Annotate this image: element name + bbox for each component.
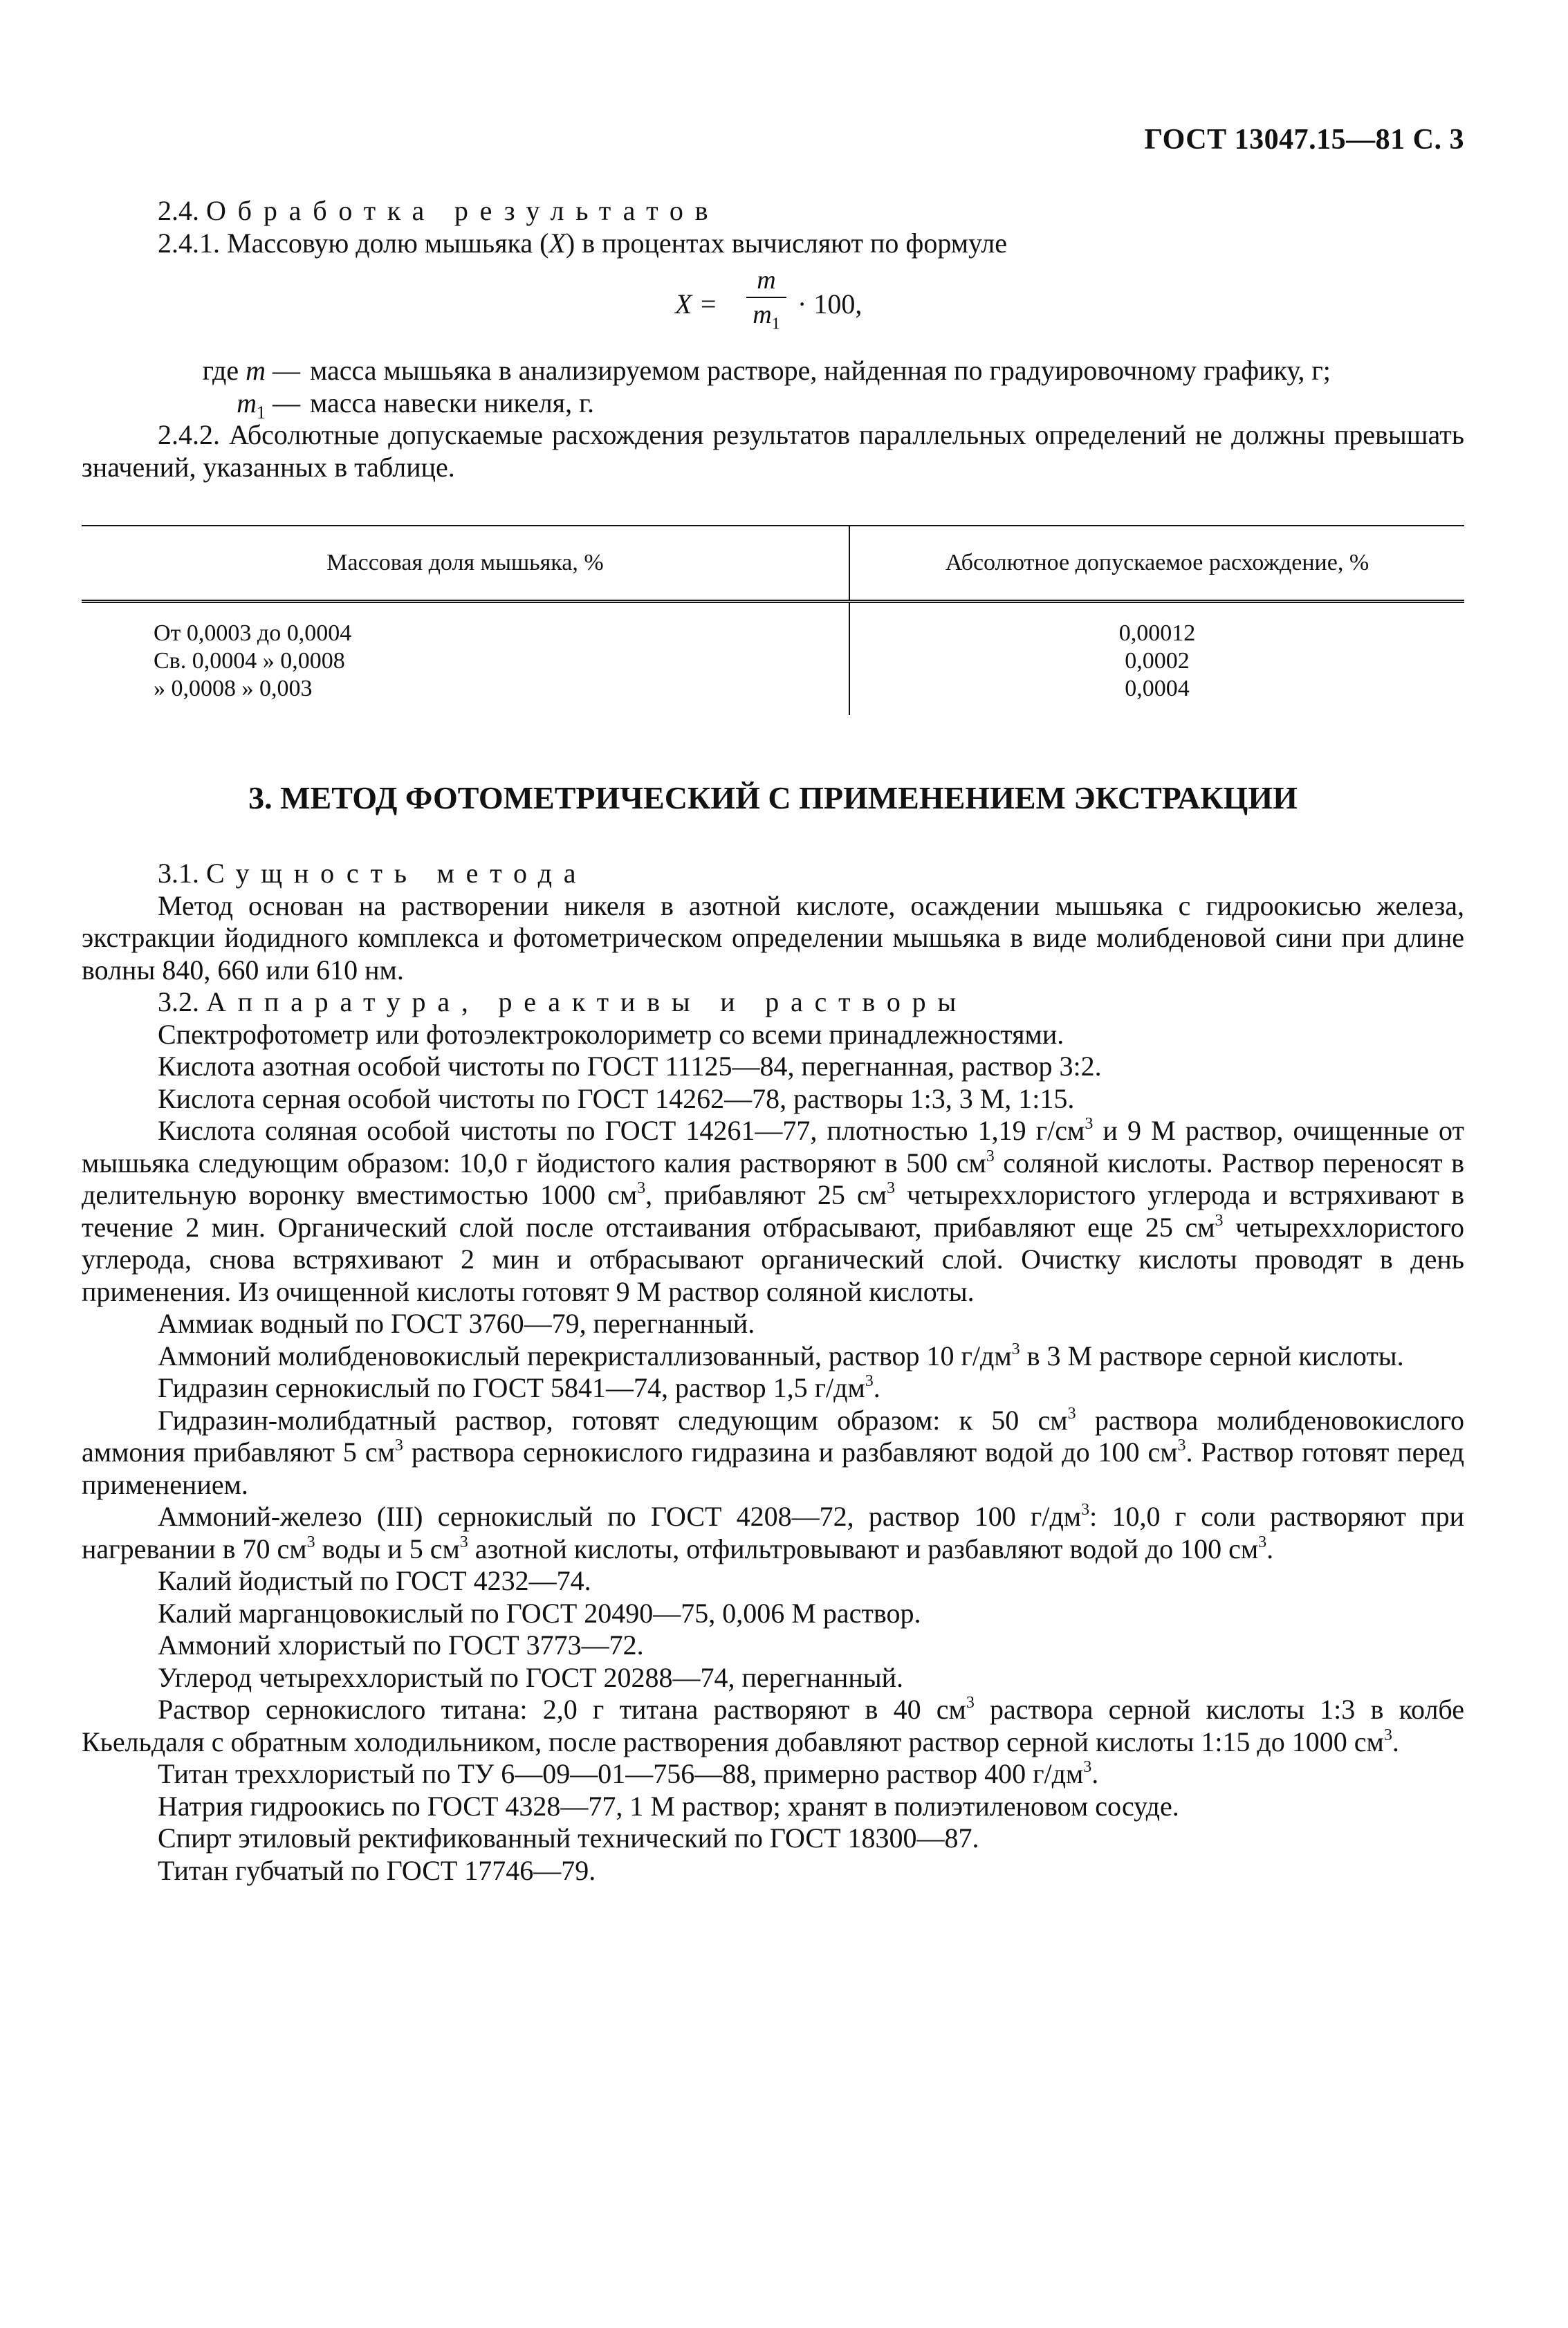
section-3-1-number: 3.1. (158, 858, 199, 889)
reagent-ai-part-a: Аммоний-железо (III) сернокислый по ГОСТ 4208—72, раствор 100 г/дм (158, 1501, 1082, 1532)
reagent-sulfuric-acid: Кислота серная особой чистоты по ГОСТ 14262—78, растворы 1:3, 3 М, 1:15. (158, 1082, 1075, 1114)
formula-lhs: X = (675, 288, 718, 320)
paragraph-2-4-1 (82, 228, 1464, 260)
superscript-3: 3 (865, 1372, 874, 1390)
page-content (82, 195, 1464, 1887)
where-desc-1: масса мышьяка в анализируемом растворе, найденная по градуировочному графику, г; (310, 355, 1331, 386)
tolerance-1: 0,00012 (1118, 620, 1196, 646)
reagent-tt-part-b: . (1091, 1758, 1099, 1789)
paragraph-2-4-1-text-end: ) в процентах вычисляют по формуле (565, 227, 1007, 259)
superscript-3: 3 (1383, 1726, 1392, 1744)
formula-denominator (742, 301, 791, 338)
section-3-1-title: Сущность метода (206, 858, 588, 889)
reagent-hcl-part-a: Кислота соляная особой чистоты по ГОСТ 14261—77, плотностью 1,19 г/см (158, 1115, 1085, 1146)
superscript-3: 3 (986, 1147, 995, 1165)
where-term-1 (82, 355, 300, 387)
reagent-hydrazine-molybdate (82, 1405, 1464, 1502)
superscript-3: 3 (1215, 1211, 1224, 1230)
where-var-2 (237, 387, 266, 423)
reagent-hm-part-a: Гидразин-молибдатный раствор, готовят следующим образом: к 50 см (158, 1404, 1068, 1436)
superscript-3: 3 (637, 1179, 646, 1197)
reagent-titanium-sulfate (82, 1694, 1464, 1758)
tolerance-table (82, 525, 1464, 715)
reagent-ammonium-iron-sulfate (82, 1501, 1464, 1565)
paragraph-2-4-1-text: 2.4.1. Массовую долю мышьяка ( (158, 227, 549, 259)
where-var-2-sub: 1 (257, 402, 266, 423)
section-3-2-heading (82, 986, 1464, 1019)
formula-denominator-sub: 1 (771, 315, 780, 333)
where-item-2 (82, 387, 1464, 423)
page-header: ГОСТ 13047.15—81 С. 3 (1144, 124, 1464, 156)
reagent-ammonia: Аммиак водный по ГОСТ 3760—79, перегнанный. (158, 1308, 755, 1339)
reagent-molybdate-part-b: в 3 М растворе серной кислоты. (1020, 1340, 1404, 1371)
where-term-2 (82, 387, 300, 429)
paragraph-3-1: Метод основан на растворении никеля в азотной кислоте, осаждении мышьяка с гидроокисью железа, экстракции йодидного комплекса и фотометрическом определении мышьяка в виде молибденовой сини при длине волны 840, 660 или 610 нм. (82, 889, 1464, 986)
superscript-3: 3 (1011, 1340, 1020, 1358)
fraction-bar (746, 297, 786, 298)
reagent-hydrazine-sulfate (82, 1372, 1464, 1405)
where-dash-2: — (273, 387, 300, 418)
reagent-hm-part-d: . Раствор готовят перед применением. (82, 1436, 1464, 1500)
reagent-hcl-part-c: соляной кислоты. Раствор переносят в делительную воронку вместимостью 1000 см (82, 1147, 1465, 1210)
superscript-3: 3 (1067, 1404, 1076, 1423)
reagent-ai-part-b: : 10,0 г соли растворяют при нагревании в 70 см (82, 1501, 1464, 1564)
table-cell-ranges (82, 602, 849, 716)
range-1: От 0,0003 до 0,0004 (154, 620, 352, 646)
reagent-hcl-part-d: , прибавляют 25 см (645, 1179, 887, 1210)
reagent-hcl-part-e: четыреххлористого углерода и встряхивают в течение 2 мин. Органический слой после отстаивания отбрасывают, прибавляют еще 25 см (82, 1179, 1464, 1243)
reagent-hcl-part-b: и 9 М раствор, очищенные от мышьяка следующим образом: 10,0 г йодистого калия растворяют в 500 см (82, 1115, 1465, 1179)
superscript-3: 3 (1085, 1115, 1094, 1133)
reagent-spectrophotometer: Спектрофотометр или фотоэлектроколориметр со всеми принадлежностями. (158, 1018, 1064, 1050)
superscript-3: 3 (966, 1694, 975, 1712)
variable-x: X (548, 227, 566, 259)
where-var-2-letter: m (237, 387, 257, 418)
reagent-molybdate-part-a: Аммоний молибденовокислый перекристаллизованный, раствор 10 г/дм (158, 1340, 1012, 1371)
superscript-3: 3 (459, 1533, 468, 1551)
reagent-carbon-tetrachloride: Углерод четыреххлористый по ГОСТ 20288—74, перегнанный. (158, 1661, 904, 1693)
superscript-3: 3 (1177, 1436, 1186, 1454)
superscript-3: 3 (394, 1436, 403, 1454)
table-header-mass-fraction: Массовая доля мышьяка, % (82, 526, 849, 602)
reagent-ammonium-chloride: Аммоний хлористый по ГОСТ 3773—72. (158, 1629, 644, 1661)
reagent-potassium-iodide: Калий йодистый по ГОСТ 4232—74. (158, 1565, 591, 1596)
paragraph-2-4-2: 2.4.2. Абсолютные допускаемые расхождения результатов параллельных определений не должны превышать значений, указанных в таблице. (82, 419, 1464, 483)
reagent-ai-part-c: воды и 5 см (315, 1533, 460, 1564)
superscript-3: 3 (1083, 1758, 1092, 1776)
reagent-ai-part-d: азотной кислоты, отфильтровывают и разбавляют водой до 100 см (468, 1533, 1259, 1564)
reagent-tt-part-a: Титан треххлористый по ТУ 6—09—01—756—88, примерно раствор 400 г/дм (158, 1758, 1084, 1789)
where-item-1 (82, 355, 1464, 387)
reagent-nitric-acid: Кислота азотная особой чистоты по ГОСТ 11125—84, перегнанная, раствор 3:2. (158, 1051, 1102, 1082)
reagent-ai-part-e: . (1266, 1533, 1274, 1564)
section-3-title: 3. МЕТОД ФОТОМЕТРИЧЕСКИЙ С ПРИМЕНЕНИЕМ ЭКСТРАКЦИИ (248, 780, 1298, 815)
table-header-row (82, 526, 1464, 602)
section-3-2-number: 3.2. (158, 986, 199, 1017)
reagent-titanium-trichloride (82, 1758, 1464, 1791)
reagent-potassium-permanganate: Калий марганцовокислый по ГОСТ 20490—75, 0,006 М раствор. (158, 1597, 921, 1629)
formula (82, 259, 1464, 355)
reagent-hydrochloric-acid (82, 1115, 1464, 1308)
tolerance-2: 0,0002 (1125, 648, 1190, 674)
superscript-3: 3 (1258, 1533, 1267, 1551)
section-3-1-heading (82, 858, 1464, 890)
formula-denominator-var: m (753, 300, 772, 329)
reagent-ts-part-a: Раствор сернокислого титана: 2,0 г титана растворяют в 40 см (158, 1694, 966, 1725)
reagent-ts-part-c: . (1392, 1726, 1399, 1757)
section-2-4-heading (82, 195, 1464, 228)
table-cell-tolerances (849, 602, 1464, 716)
reagent-ammonium-molybdate (82, 1340, 1464, 1373)
section-2-4-number: 2.4. (158, 195, 199, 226)
where-dash-1: — (273, 355, 300, 386)
reagent-sponge-titanium: Титан губчатый по ГОСТ 17746—79. (158, 1854, 596, 1886)
formula-fraction (742, 266, 791, 338)
superscript-3: 3 (306, 1533, 315, 1551)
formula-rhs: · 100, (797, 288, 863, 320)
reagent-hydrazine-part-a: Гидразин сернокислый по ГОСТ 5841—74, раствор 1,5 г/дм (158, 1372, 865, 1403)
reagent-hm-part-b: раствора молибденовокислого аммония прибавляют 5 см (82, 1404, 1465, 1468)
superscript-3: 3 (887, 1179, 896, 1197)
tolerance-3: 0,0004 (1125, 676, 1190, 701)
formula-numerator: m (757, 266, 776, 295)
table-header-tolerance: Абсолютное допускаемое расхождение, % (849, 526, 1464, 602)
reagent-hm-part-c: раствора сернокислого гидразина и разбавляют водой до 100 см (403, 1436, 1178, 1468)
reagent-ethyl-alcohol: Спирт этиловый ректификованный технический по ГОСТ 18300—87. (158, 1822, 979, 1854)
reagent-sodium-hydroxide: Натрия гидроокись по ГОСТ 4328—77, 1 М раствор; хранят в полиэтиленовом сосуде. (158, 1790, 1179, 1822)
section-2-4-title: Обработка результатов (206, 195, 720, 226)
table-row (82, 602, 1464, 716)
where-prefix: где (202, 355, 239, 386)
range-2: Св. 0,0004 » 0,0008 (154, 648, 345, 674)
range-3: » 0,0008 » 0,003 (154, 676, 313, 701)
reagent-ts-part-b: раствора серной кислоты 1:3 в колбе Кьельдаля с обратным холодильником, после растворения добавляют раствор серной кислоты 1:15 до 1000 см (82, 1694, 1464, 1757)
where-var-1: m (246, 355, 266, 386)
reagent-hydrazine-part-b: . (873, 1372, 880, 1403)
section-3-2-title: Аппаратура, реактивы и растворы (206, 986, 968, 1017)
where-desc-2: масса навески никеля, г. (310, 387, 594, 418)
superscript-3: 3 (1081, 1501, 1090, 1519)
reagent-hcl-part-f: четыреххлористого углерода, снова встряхивают 2 мин и отбрасывают органический слой. Очистку кислоты проводят в день применения. Из очищенной кислоты готовят 9 М раствор соляной кислоты. (82, 1211, 1465, 1307)
